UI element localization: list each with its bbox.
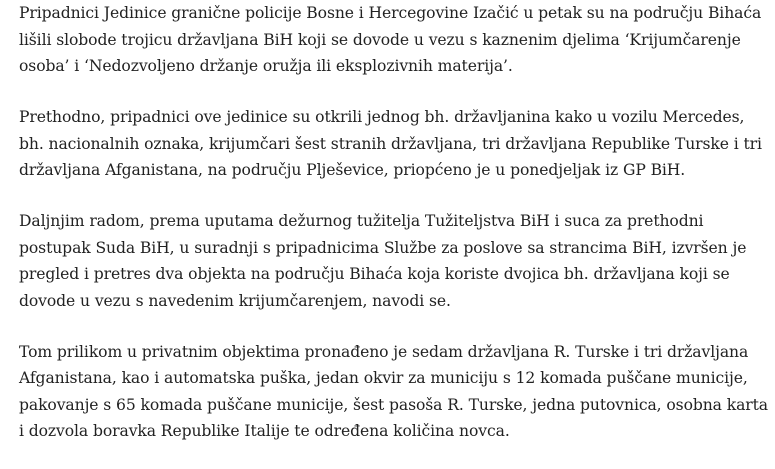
- article-paragraph-4: Tom prilikom u privatnim objektima pronađeno je sedam državljana R. Turske i tri državljana Afganistana, kao i automatska puška, jedan okvir za municiju s 12 komada puščane municije, pakovanje s 65 komada puščane municije, šest pasoša R. Turske, jedna putovnica, osobna karta i dozvola boravka Republike Italije te određena količina novca.: [19, 342, 769, 440]
- article-body: [19, 0, 769, 469]
- article-paragraph-2: Prethodno, pripadnici ove jedinice su otkrili jednog bh. državljanina kako u vozilu Mercedes, bh. nacionalnih oznaka, krijumčari šest stranih državljana, tri državljana Republike Turske i tri državljana Afganistana, na području Plješevice, priopćeno je u ponedjeljak iz GP BiH.: [19, 108, 762, 179]
- article-paragraph-1: Pripadnici Jedinice granične policije Bosne i Hercegovine Izačić u petak su na području Bihaća lišili slobode trojicu državljana BiH koji se dovode u vezu s kaznenim djelima ‘Krijumčarenje osoba’ i ‘Nedozvoljeno držanje oružja ili eksplozivnih materija’.: [19, 4, 762, 75]
- article-paragraph-3: Daljnjim radom, prema uputama dežurnog tužitelja Tužiteljstva BiH i suca za prethodni postupak Suda BiH, u suradnji s pripadnicima Službe za poslove sa strancima BiH, izvršen je pregled i pretres dva objekta na području Bihaća koja koriste dvojica bh. državljana koji se dovode u vezu s navedenim krijumčarenjem, navodi se.: [19, 212, 747, 310]
